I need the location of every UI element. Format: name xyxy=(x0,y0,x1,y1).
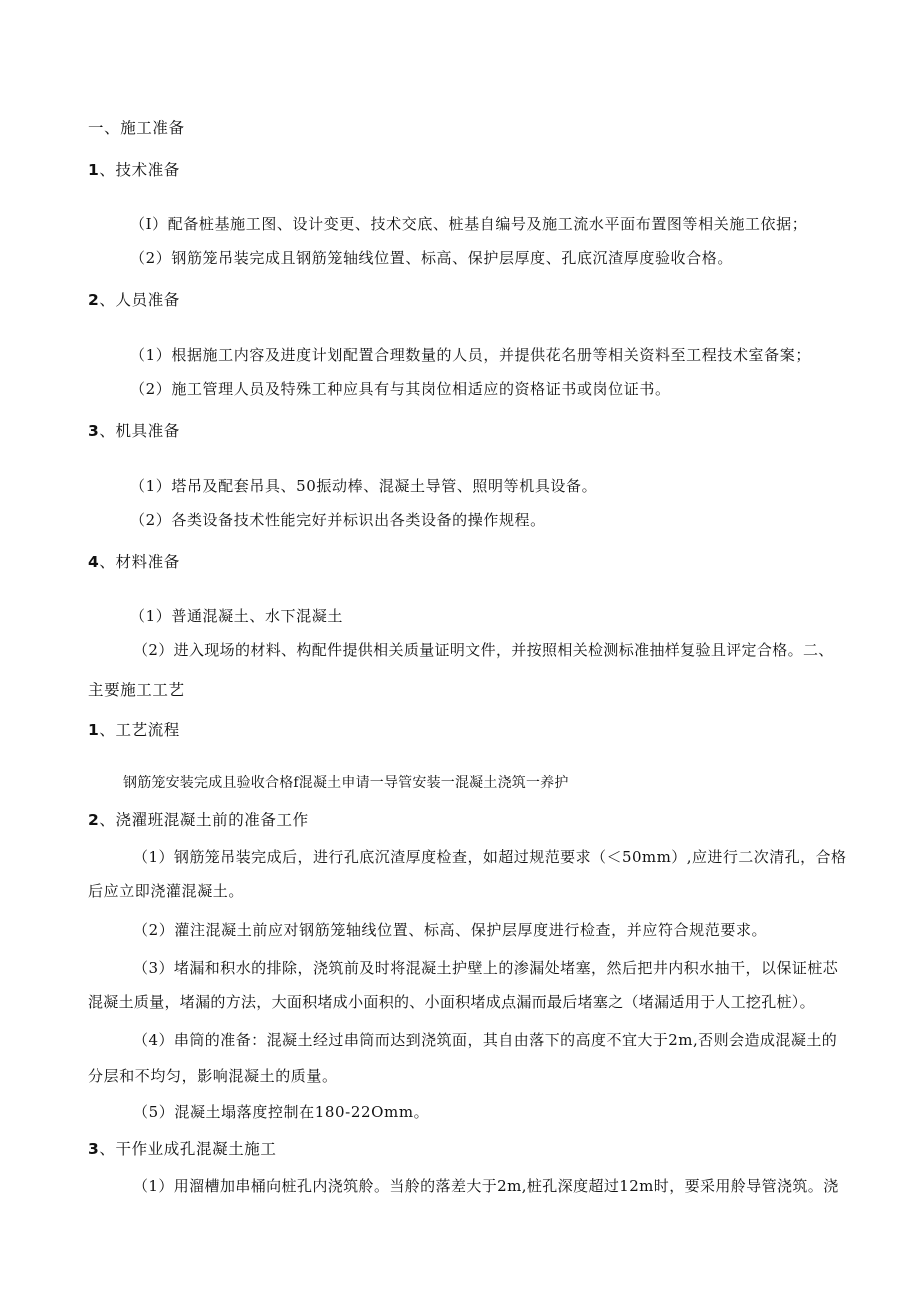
paragraph: （1）普通混凝土、水下混凝土 xyxy=(130,607,343,625)
subsection-heading xyxy=(88,552,180,572)
subsection-heading xyxy=(88,290,180,310)
subsection-heading xyxy=(88,160,180,180)
paragraph: （2）灌注混凝土前应对钢筋笼轴线位置、标高、保护层厚度进行检查，并应符合规范要求。 xyxy=(133,921,768,939)
section-1-title: 一、施工准备 xyxy=(88,119,185,137)
subsection-number: 3 xyxy=(88,1140,100,1158)
paragraph-continuation: 混凝土质量，堵漏的方法，大面积堵成小面积的、小面积堵成点漏而最后堵塞之（堵漏适用于人工挖孔桩）。 xyxy=(88,993,815,1011)
paragraph: （1）用溜槽加串桶向桩孔内浇筑舲。当舲的落差大于2m,桩孔深度超过12m时，要采用舲导管浇筑。浇 xyxy=(133,1177,839,1195)
paragraph: （1）塔吊及配套吊具、50振动棒、混凝土导管、照明等机具设备。 xyxy=(130,477,598,495)
subsection-number: 3 xyxy=(88,422,100,440)
subsection-heading xyxy=(88,421,180,441)
subsection-number: 2 xyxy=(88,291,100,309)
paragraph: （5）混凝土塌落度控制在180-22Omm。 xyxy=(133,1103,430,1121)
process-flow: 钢筋笼安装完成且验收合格f混凝土申请一导管安装一混凝土浇筑一养护 xyxy=(123,775,569,791)
paragraph: （2）钢筋笼吊装完成且钢筋笼轴线位置、标高、保护层厚度、孔底沉渣厚度验收合格。 xyxy=(130,249,733,267)
subsection-title: 、技术准备 xyxy=(99,161,180,179)
paragraph: （2）各类设备技术性能完好并标识出各类设备的操作规程。 xyxy=(130,511,546,529)
section-2-title: 主要施工工艺 xyxy=(88,681,185,699)
subsection-title: 、人员准备 xyxy=(99,291,180,309)
subsection-title: 、干作业成孔混凝土施工 xyxy=(99,1140,277,1158)
subsection-number: 1 xyxy=(88,161,100,179)
subsection-number: 1 xyxy=(88,721,100,739)
paragraph: （I）配备桩基施工图、设计变更、技术交底、桩基自编号及施工流水平面布置图等相关施工依据； xyxy=(130,215,808,233)
subsection-title: 、浇濯班混凝土前的准备工作 xyxy=(99,811,309,829)
paragraph: （2）施工管理人员及特殊工种应具有与其岗位相适应的资格证书或岗位证书。 xyxy=(130,380,671,398)
subsection-title: 、机具准备 xyxy=(99,422,180,440)
paragraph: （4）串筒的准备：混凝土经过串筒而达到浇筑面，其自由落下的高度不宜大于2m,否则会造成混凝土的 xyxy=(133,1031,838,1049)
subsection-heading xyxy=(88,1139,277,1159)
subsection-title: 、工艺流程 xyxy=(99,721,180,739)
subsection-heading xyxy=(88,720,180,740)
paragraph-continuation: 分层和不均匀，影响混凝土的质量。 xyxy=(88,1067,338,1085)
paragraph-continuation: 后应立即浇灌混凝土。 xyxy=(88,882,245,900)
paragraph: （3）堵漏和积水的排除，浇筑前及时将混凝土护壁上的渗漏处堵塞，然后把井内积水抽干，以保证桩芯 xyxy=(133,959,839,977)
subsection-number: 2 xyxy=(88,811,100,829)
paragraph: （1）钢筋笼吊装完成后，进行孔底沉渣厚度检查，如超过规范要求（＜50mm）,应进行二次清孔，合格 xyxy=(133,848,847,866)
paragraph: （2）进入现场的材料、构配件提供相关质量证明文件，并按照相关检测标准抽样复验且评定合格。二、 xyxy=(133,641,834,659)
subsection-title: 、材料准备 xyxy=(99,553,180,571)
subsection-heading xyxy=(88,810,309,830)
subsection-number: 4 xyxy=(88,553,100,571)
paragraph: （1）根据施工内容及进度计划配置合理数量的人员，并提供花名册等相关资料至工程技术室备案； xyxy=(130,346,811,364)
